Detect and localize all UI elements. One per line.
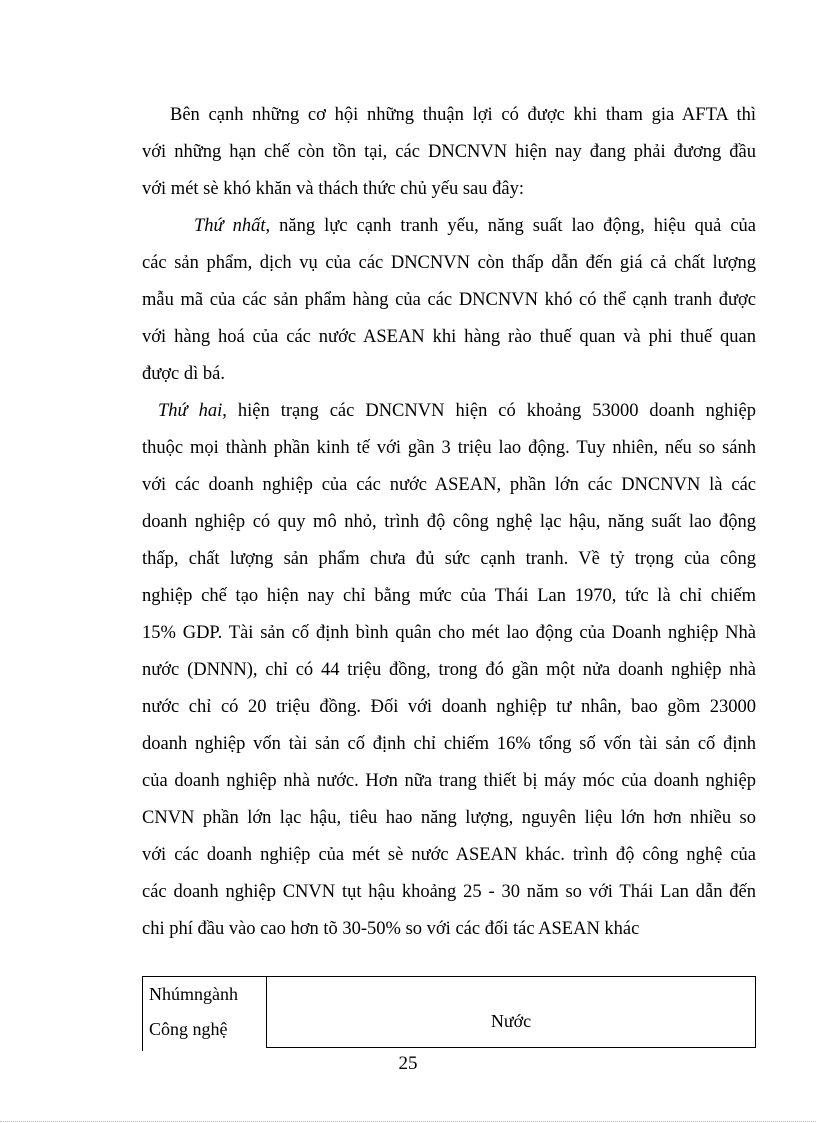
paragraph-1-line-2: với những hạn chế còn tồn tại, các DNCNVN hiện nay đang phải đương đầu (142, 142, 756, 162)
table-header-country: Nước (490, 1011, 532, 1031)
paragraph-3-line-8: nước (DNNN), chỉ có 44 triệu đồng, trong đó gần một nửa doanh nghiệp nhà (142, 660, 756, 680)
paragraph-3-line-5: thấp, chất lượng sản phẩm chưa đủ sức cạnh tranh. Về tỷ trọng của công (142, 549, 756, 569)
paragraph-3-line-3: với các doanh nghiệp của các nước ASEAN, phần lớn các DNCNVN là các (142, 475, 756, 495)
paragraph-2-line-1 (194, 214, 756, 238)
paragraph-3-lead: Thứ hai (158, 401, 223, 421)
paragraph-3-line-2: thuộc mọi thành phần kinh tế với gần 3 triệu lao động. Tuy nhiên, nếu so sánh (142, 438, 756, 458)
paragraph-3-line-15: chi phí đầu vào cao hơn tõ 30-50% so với các đối tác ASEAN khác (142, 919, 640, 939)
paragraph-2-line-3: mẫu mã của các sản phẩm hàng của các DNCNVN khó có thể cạnh tranh được (142, 290, 756, 310)
paragraph-3-line-7: 15% GDP. Tài sản cố định bình quân cho mét lao động của Doanh nghiệp Nhà (142, 623, 756, 643)
paragraph-3-line-9: nước chỉ có 20 triệu đồng. Đối với doanh nghiệp tư nhân, bao gồm 23000 (142, 697, 756, 717)
page-number: 25 (398, 1053, 418, 1074)
industry-table (142, 976, 756, 1051)
paragraph-3-line-12: CNVN phần lớn lạc hậu, tiêu hao năng lượng, nguyên liệu lớn hơn nhiều so (142, 808, 756, 828)
paragraph-3-line-11: của doanh nghiệp nhà nước. Hơn nữa trang thiết bị máy móc của doanh nghiệp (142, 771, 756, 791)
table-header-industry-line-2: Công nghệ (149, 1019, 228, 1039)
paragraph-2-line-1-rest: , năng lực cạnh tranh yếu, năng suất lao động, hiệu quả của (265, 216, 756, 236)
paragraph-3-line-6: nghiệp chế tạo hiện nay chỉ bằng mức của Thái Lan 1970, tức là chỉ chiếm (142, 586, 756, 606)
paragraph-2-line-5: được dì bá. (142, 364, 225, 384)
paragraph-3-line-14: các doanh nghiệp CNVN tụt hậu khoảng 25 - 30 năm so với Thái Lan dẫn đến (142, 882, 756, 902)
paragraph-3-line-13: với các doanh nghiệp của mét sè nước ASEAN khác. trình độ công nghệ của (142, 845, 756, 865)
table-header-industry-line-1: Nhúmngành (149, 984, 238, 1004)
paragraph-1-line-3: với mét sè khó khăn và thách thức chủ yếu sau đây: (142, 179, 524, 199)
paragraph-1-line-1: Bên cạnh những cơ hội những thuận lợi có được khi tham gia AFTA thì (170, 105, 756, 125)
paragraph-2-line-4: với hàng hoá của các nước ASEAN khi hàng rào thuế quan và phi thuế quan (142, 327, 756, 347)
paragraph-3-line-1-rest: , hiện trạng các DNCNVN hiện có khoảng 53000 doanh nghiệp (222, 401, 756, 421)
page-bottom-border (0, 1121, 816, 1122)
table-header-country-cell (266, 976, 756, 1048)
paragraph-3-line-10: doanh nghiệp vốn tài sản cố định chỉ chiếm 16% tổng số vốn tài sản cố định (142, 734, 756, 754)
paragraph-2-lead: Thứ nhất (194, 216, 266, 236)
paragraph-3-line-4: doanh nghiệp có quy mô nhỏ, trình độ công nghệ lạc hậu, năng suất lao động (142, 512, 756, 532)
paragraph-2-line-2: các sản phẩm, dịch vụ của các DNCNVN còn thấp dẫn đến giá cả chất lượng (142, 253, 756, 273)
paragraph-3-line-1 (158, 399, 756, 423)
table-header-industry-cell (142, 976, 266, 1051)
